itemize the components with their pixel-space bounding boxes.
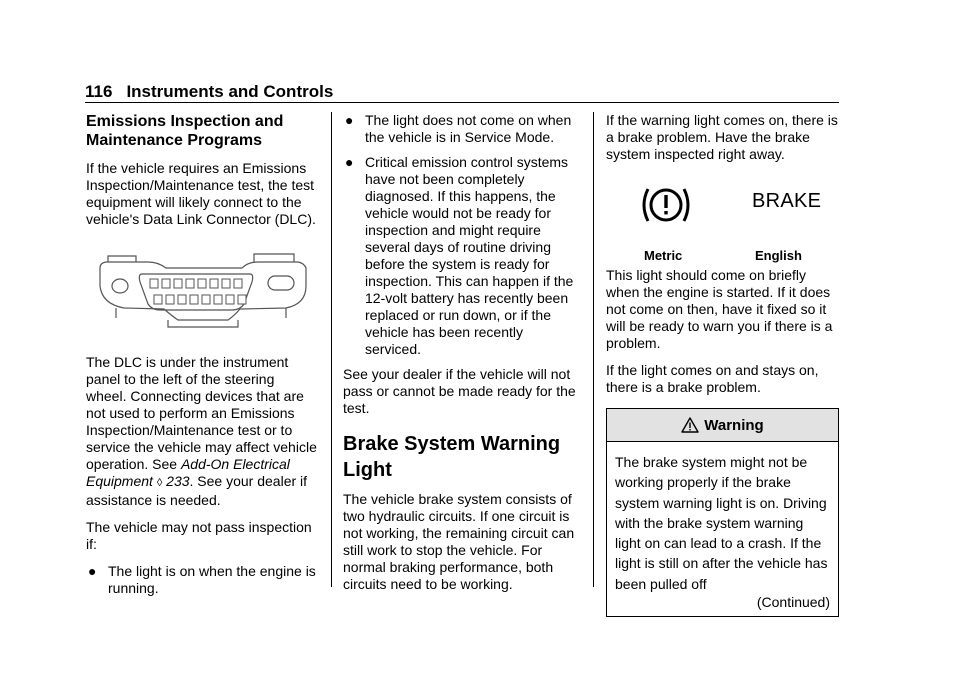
- stays-on-para: If the light comes on and stays on, there is a brake problem.: [606, 362, 819, 395]
- column-divider-2: [593, 112, 594, 587]
- column-1: [86, 112, 318, 605]
- dlc-connector-icon: [86, 238, 318, 338]
- brake-word-indicator: BRAKE: [752, 190, 822, 212]
- continued-label: (Continued): [756, 594, 830, 611]
- emissions-para-2: The DLC is under the instrument panel to the left of the steering wheel. Connecting devices that are not used to perform an Emissions Inspection/Maintenance test or to service the vehicle may affect vehicle operation. See Add-On Electrical Equipment ◊ 233. See your dealer if assistance is needed.: [86, 354, 317, 508]
- list-item: ● The light is on when the engine is running.: [88, 563, 316, 596]
- caption-metric: Metric: [644, 248, 683, 263]
- dealer-para: See your dealer if the vehicle will not pass or cannot be made ready for the test.: [343, 366, 576, 416]
- warning-light-para: If the warning light comes on, there is a brake problem. Have the brake system inspected right away.: [606, 112, 838, 162]
- warning-text: The brake system might not be working properly if the brake system warning light is on. Driving with the brake system warning light on can lead to a crash. If the light is still on after the vehicle has been pulled off: [615, 454, 828, 592]
- page-ref-icon: ◊: [156, 477, 163, 489]
- warning-title: Warning: [704, 416, 764, 434]
- list-item: ● Critical emission control systems have not been completely diagnosed. If this happens, the vehicle would not be ready for inspection and might require several days of routine driving before the system is ready for inspection. This can happen if the 12-volt battery has recently been replaced or run down, or if the vehicle has been recently serviced.: [345, 154, 574, 357]
- start-check-para: This light should come on briefly when the engine is started. If it does not come on then, have it fixed so it will be ready to warn you if there is a problem.: [606, 267, 833, 351]
- emissions-para-1: If the vehicle requires an Emissions Inspection/Maintenance test, the test equipment will likely connect to the vehicle's Data Link Connector (DLC).: [86, 160, 316, 227]
- brake-indicator-figure: [606, 173, 840, 263]
- dlc-connector-illustration: [86, 238, 318, 338]
- column-divider-1: [331, 112, 332, 587]
- list-item: ● The light does not come on when the vehicle is in Service Mode.: [345, 112, 572, 145]
- warning-box: [606, 408, 839, 617]
- warning-triangle-icon: [681, 417, 699, 433]
- emissions-para-3: The vehicle may not pass inspection if:: [86, 519, 312, 552]
- warning-header: [607, 409, 838, 442]
- page-ref-number[interactable]: 233: [166, 473, 190, 489]
- section-title: Instruments and Controls: [126, 82, 334, 101]
- add-on-equipment-link[interactable]: Add-On Electrical Equipment: [86, 456, 290, 489]
- brake-heading: Brake System Warning Light: [343, 433, 561, 481]
- header-rule: [85, 102, 839, 103]
- column-2: [343, 112, 581, 603]
- page-number: 116: [85, 82, 113, 101]
- brake-para: The vehicle brake system consists of two hydraulic circuits. If one circuit is not working, the remaining circuit can still work to stop the vehicle. For normal braking performance, both circuits need to be working.: [343, 491, 575, 592]
- bullet-marker: ●: [88, 563, 97, 579]
- emissions-heading: Emissions Inspection and Maintenance Programs: [86, 113, 284, 149]
- caption-english: English: [755, 248, 802, 263]
- bullet-marker: ●: [345, 112, 354, 128]
- brake-warning-icon: [638, 181, 694, 229]
- page-header: [85, 82, 333, 102]
- bullet-marker: ●: [345, 154, 354, 170]
- column-3: [606, 112, 840, 617]
- warning-body: [607, 442, 838, 616]
